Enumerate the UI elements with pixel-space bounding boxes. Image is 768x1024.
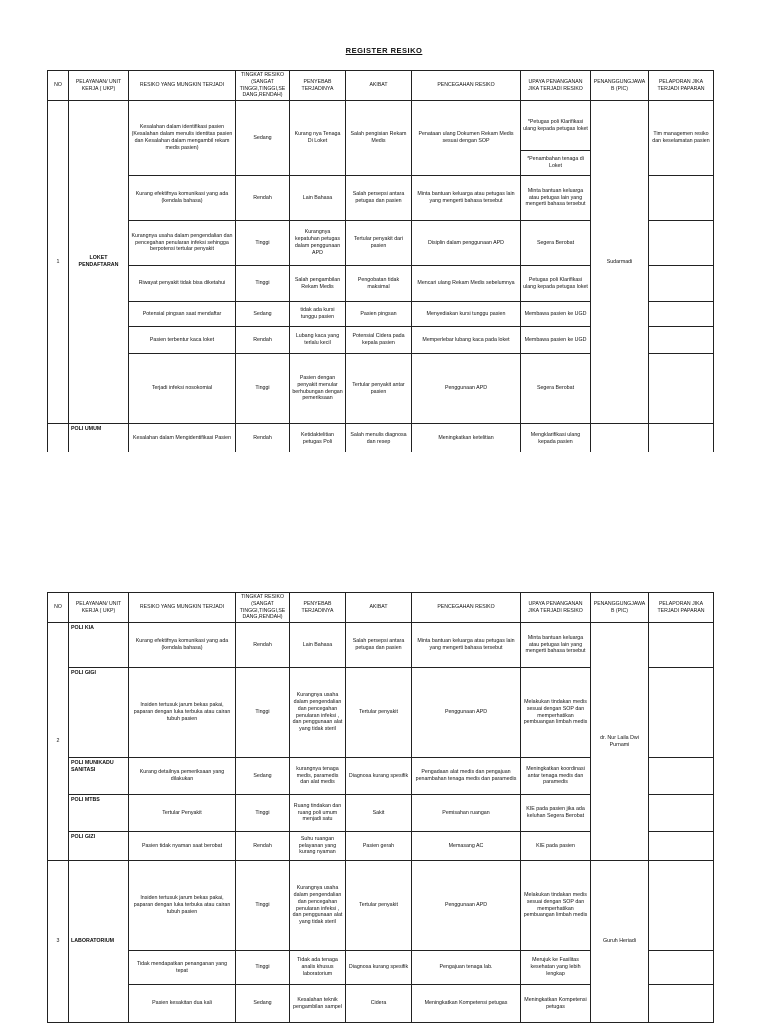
col-header-pic: PENANGGUNGJAWAB (PIC) bbox=[591, 71, 649, 101]
col-header-handling: UPAYA PENANGANAN JIKA TERJADI RESIKO bbox=[521, 71, 591, 101]
col-header-report: PELAPORAN JIKA TERJADI PAPARAN bbox=[649, 593, 714, 623]
report-cell bbox=[649, 951, 714, 985]
risk-cell: Tidak mendapatkan penanganan yang tepat bbox=[129, 951, 236, 985]
report-cell bbox=[649, 861, 714, 951]
handling-cell: KIE pada pasien bbox=[521, 832, 591, 861]
handling-cell: Minta bantuan keluarga atau petugas lain yang mengerti bahasa tersebut bbox=[521, 623, 591, 668]
col-header-report: PELAPORAN JIKA TERJADI PAPARAN bbox=[649, 71, 714, 101]
col-header-cause: PENYEBAB TERJADINYA bbox=[290, 71, 346, 101]
handling-cell: Merujuk ke Fasilitas kesehatan yang lebih lengkap bbox=[521, 951, 591, 985]
pic-cell bbox=[591, 424, 649, 454]
report-cell bbox=[649, 354, 714, 424]
cause-cell: Lubang kaca yang terlalu kecil bbox=[290, 327, 346, 354]
risk-cell: Insiden tertusuk jarum bekas pakai, paparan dengan luka terbuka atau cairan tubuh pasien bbox=[129, 668, 236, 758]
table-header-row bbox=[48, 71, 714, 101]
cause-cell: Pasien dengan penyakit menular berhubungan dengan pemeriksaan bbox=[290, 354, 346, 424]
handling-cell: Petugas poli Klarifikasi ulang kepada petugas loket bbox=[521, 266, 591, 302]
level-cell: Rendah bbox=[236, 176, 290, 221]
row-number: 1 bbox=[48, 101, 69, 424]
cause-cell: tidak ada kursi tunggu pasien bbox=[290, 302, 346, 327]
effect-cell: Tertular penyakit bbox=[346, 668, 412, 758]
prevention-cell: Menyediakan kursi tunggu pasien bbox=[412, 302, 521, 327]
col-header-risk: RESIKO YANG MUNGKIN TERJADI bbox=[129, 593, 236, 623]
row-number bbox=[48, 424, 69, 454]
risk-cell: Insiden tertusuk jarum bekas pakai, paparan dengan luka terbuka atau cairan tubuh pasien bbox=[129, 861, 236, 951]
effect-cell: Tertular penyakit antar pasien bbox=[346, 354, 412, 424]
level-cell: Rendah bbox=[236, 327, 290, 354]
report-cell bbox=[649, 623, 714, 668]
handling-cell: Melakukan tindakan medis sesuai dengan SOP dan memperhatikan pembuangan limbah medis bbox=[521, 668, 591, 758]
unit-name: LOKET PENDAFTARAN bbox=[69, 101, 129, 424]
report-cell bbox=[649, 832, 714, 861]
level-cell: Tinggi bbox=[236, 266, 290, 302]
cause-cell: Kurang nya Tenaga Di Loket bbox=[290, 101, 346, 176]
unit-name: POLI MTBS bbox=[69, 795, 129, 832]
pic-cell: Sudarmadi bbox=[591, 101, 649, 424]
prevention-cell: Penggunaan APD bbox=[412, 354, 521, 424]
level-cell: Tinggi bbox=[236, 861, 290, 951]
prevention-cell: Pengajuan tenaga lab. bbox=[412, 951, 521, 985]
cause-cell: Kurangnya usaha dalam pengendalian dan pencegahan penularan infeksi , dan penggunaan alat yang tidak steril bbox=[290, 861, 346, 951]
risk-cell: Riwayat penyakit tidak bisa diketahui bbox=[129, 266, 236, 302]
level-cell: Tinggi bbox=[236, 668, 290, 758]
report-cell bbox=[649, 302, 714, 327]
handling-cell: Mengklarifikasi ulang kepada pasien bbox=[521, 424, 591, 454]
handling-cell: Minta bantuan keluarga atau petugas lain yang mengerti bahasa tersebut bbox=[521, 176, 591, 221]
col-header-level: TINGKAT RESIKO (SANGAT TINGGI,TINGGI,SEDANG,RENDAH) bbox=[236, 593, 290, 623]
cause-cell: Tidak ada tenaga analis khusus laboratorium bbox=[290, 951, 346, 985]
col-header-unit: PELAYANAN/ UNIT KERJA ( UKP) bbox=[69, 71, 129, 101]
effect-cell: Pasien gerah bbox=[346, 832, 412, 861]
col-header-effect: AKIBAT bbox=[346, 593, 412, 623]
prevention-cell: Memperlebar lubang kaca pada loket bbox=[412, 327, 521, 354]
cause-cell: kurangnya tenaga medis, paramedis dan alat medis bbox=[290, 758, 346, 795]
handling-cell: Meningkatkan koordinasi antar tenaga medis dan paramedis bbox=[521, 758, 591, 795]
col-header-unit: PELAYANAN/ UNIT KERJA ( UKP) bbox=[69, 593, 129, 623]
effect-cell: Salah menulis diagnosa dan resep bbox=[346, 424, 412, 454]
report-cell bbox=[649, 327, 714, 354]
prevention-cell: Penataan ulang Dokumen Rekam Medis sesuai dengan SOP bbox=[412, 101, 521, 176]
effect-cell: Tertular penyakit bbox=[346, 861, 412, 951]
risk-cell: Kurang detailnya pemeriksaan yang dilakukan bbox=[129, 758, 236, 795]
level-cell: Rendah bbox=[236, 832, 290, 861]
risk-cell: Tertular Penyakit bbox=[129, 795, 236, 832]
level-cell: Sedang bbox=[236, 758, 290, 795]
handling-cell: *Penambahan tenaga di Loket bbox=[521, 151, 591, 176]
table-row bbox=[48, 861, 714, 951]
effect-cell: Sakit bbox=[346, 795, 412, 832]
table-header-row bbox=[48, 593, 714, 623]
cause-cell: Ketidaktelitian petugas Poli bbox=[290, 424, 346, 454]
risk-cell: Potensial pingsan saat mendaftar bbox=[129, 302, 236, 327]
handling-cell: Meningkatkan Kompetensi petugas bbox=[521, 985, 591, 1023]
report-cell bbox=[649, 985, 714, 1023]
risk-cell: Kesalahan dalam identifikasi pasien (Kesalahan dalam menulis identitas pasien dan Kesalahan dalam mengambil rekam medis pasien) bbox=[129, 101, 236, 176]
prevention-cell: Pengadaan alat medis dan pengajuan penambahan tenaga medis dan paramedis bbox=[412, 758, 521, 795]
report-cell: Tim managemen resiko dan keselamatan pasien bbox=[649, 101, 714, 176]
report-cell bbox=[649, 266, 714, 302]
level-cell: Sedang bbox=[236, 101, 290, 176]
page-gap bbox=[0, 452, 768, 592]
risk-cell: Kurang efektifnya komunikasi yang ada (kendala bahasa) bbox=[129, 623, 236, 668]
risk-cell: Kurang efektifnya komunikasi yang ada (kendala bahasa) bbox=[129, 176, 236, 221]
cause-cell: Ruang tindakan dan ruang poli umum menjadi satu bbox=[290, 795, 346, 832]
prevention-cell: Meningkatkan Kompetensi petugas bbox=[412, 985, 521, 1023]
prevention-cell: Meningkatkan ketelitian bbox=[412, 424, 521, 454]
handling-cell: Segera Berobat bbox=[521, 354, 591, 424]
col-header-level: TINGKAT RESIKO (SANGAT TINGGI,TINGGI,SEDANG,RENDAH) bbox=[236, 71, 290, 101]
col-header-no: NO bbox=[48, 593, 69, 623]
cause-cell: Lain Bahasa bbox=[290, 176, 346, 221]
col-header-prevention: PENCEGAHAN RESIKO bbox=[412, 71, 521, 101]
risk-cell: Terjadi infeksi nosokomial bbox=[129, 354, 236, 424]
effect-cell: Salah pengisian Rekam Medis bbox=[346, 101, 412, 176]
col-header-risk: RESIKO YANG MUNGKIN TERJADI bbox=[129, 71, 236, 101]
report-cell bbox=[649, 795, 714, 832]
page-title: REGISTER RESIKO bbox=[345, 46, 423, 55]
handling-cell: *Petugas poli Klarifikasi ulang kepada petugas loket bbox=[521, 101, 591, 151]
level-cell: Sedang bbox=[236, 985, 290, 1023]
report-cell bbox=[649, 758, 714, 795]
level-cell: Tinggi bbox=[236, 795, 290, 832]
effect-cell: Salah persepsi antara petugas dan pasien bbox=[346, 176, 412, 221]
cause-cell: Lain Bahasa bbox=[290, 623, 346, 668]
effect-cell: Potensial Cidera pada kepala pasien bbox=[346, 327, 412, 354]
handling-cell: Membawa pasien ke UGD bbox=[521, 302, 591, 327]
unit-name: POLI GIZI bbox=[69, 832, 129, 861]
prevention-cell: Memasang AC bbox=[412, 832, 521, 861]
effect-cell: Diagnosa kurang spesifik bbox=[346, 951, 412, 985]
level-cell: Rendah bbox=[236, 623, 290, 668]
unit-name: POLI MUNIKADU SANITASI bbox=[69, 758, 129, 795]
col-header-cause: PENYEBAB TERJADINYA bbox=[290, 593, 346, 623]
risk-cell: Pasien tidak nyaman saat berobat bbox=[129, 832, 236, 861]
unit-name: POLI UMUM bbox=[69, 424, 129, 454]
report-cell bbox=[649, 424, 714, 454]
prevention-cell: Penggunaan APD bbox=[412, 861, 521, 951]
effect-cell: Tertular penyakit dari pasien bbox=[346, 221, 412, 266]
effect-cell: Diagnosa kurang spesifik bbox=[346, 758, 412, 795]
unit-name: POLI GIGI bbox=[69, 668, 129, 758]
risk-cell: Kesalahan dalam Mengidentifikasi Pasien bbox=[129, 424, 236, 454]
prevention-cell: Minta bantuan keluarga atau petugas lain yang mengerti bahasa tersebut bbox=[412, 176, 521, 221]
col-header-effect: AKIBAT bbox=[346, 71, 412, 101]
report-cell bbox=[649, 668, 714, 758]
effect-cell: Pasien pingsan bbox=[346, 302, 412, 327]
level-cell: Tinggi bbox=[236, 951, 290, 985]
cause-cell: Kurangnya kepatuhan petugas dalam penggunaan APD bbox=[290, 221, 346, 266]
level-cell: Tinggi bbox=[236, 221, 290, 266]
cause-cell: Kesalahan teknik pengambilan sampel bbox=[290, 985, 346, 1023]
level-cell: Sedang bbox=[236, 302, 290, 327]
risk-cell: Pasien terbentur kaca loket bbox=[129, 327, 236, 354]
table-row bbox=[48, 101, 714, 151]
table-row bbox=[48, 623, 714, 668]
risk-register-table-2 bbox=[47, 592, 714, 1023]
risk-cell: Pasien kesakitan dua kali bbox=[129, 985, 236, 1023]
col-header-handling: UPAYA PENANGANAN JIKA TERJADI RESIKO bbox=[521, 593, 591, 623]
effect-cell: Salah persepsi antara petugas dan pasien bbox=[346, 623, 412, 668]
handling-cell: Segera Berobat bbox=[521, 221, 591, 266]
level-cell: Tinggi bbox=[236, 354, 290, 424]
cause-cell: Suhu ruangan pelayanan yang kurang nyaman bbox=[290, 832, 346, 861]
cause-cell: Kurangnya usaha dalam pengendalian dan pencegahan penularan infeksi , dan penggunaan alat yang tidak steril bbox=[290, 668, 346, 758]
row-number: 2 bbox=[48, 623, 69, 861]
cause-cell: Salah pengambilan Rekam Medis bbox=[290, 266, 346, 302]
col-header-prevention: PENCEGAHAN RESIKO bbox=[412, 593, 521, 623]
prevention-cell: Mencari ulang Rekam Medis sebelumnya bbox=[412, 266, 521, 302]
col-header-pic: PENANGGUNGJAWAB (PIC) bbox=[591, 593, 649, 623]
pic-cell: dr. Nur Laila Dwi Purnami bbox=[591, 623, 649, 861]
risk-register-table-1 bbox=[47, 70, 714, 454]
prevention-cell: Pemisahan ruangan bbox=[412, 795, 521, 832]
prevention-cell: Penggunaan APD bbox=[412, 668, 521, 758]
level-cell: Rendah bbox=[236, 424, 290, 454]
risk-cell: Kurangnya usaha dalam pengendalian dan pencegahan penularan infeksi sehingga berpotensi tertular penyakit bbox=[129, 221, 236, 266]
report-cell bbox=[649, 176, 714, 221]
prevention-cell: Disiplin dalam penggunaan APD bbox=[412, 221, 521, 266]
report-cell bbox=[649, 221, 714, 266]
table-row bbox=[48, 424, 714, 454]
handling-cell: Membawa pasien ke UGD bbox=[521, 327, 591, 354]
unit-name: LABORATORIUM bbox=[69, 861, 129, 1023]
row-number: 3 bbox=[48, 861, 69, 1023]
handling-cell: KIE pada pasien jika ada keluhan Segera Berobat bbox=[521, 795, 591, 832]
prevention-cell: Minta bantuan keluarga atau petugas lain yang mengerti bahasa tersebut bbox=[412, 623, 521, 668]
pic-cell: Guruh Heriadi bbox=[591, 861, 649, 1023]
handling-cell: Melakukan tindakan medis sesuai dengan SOP dan memperhatikan pembuangan limbah medis bbox=[521, 861, 591, 951]
effect-cell: Pengobatan tidak maksimal bbox=[346, 266, 412, 302]
effect-cell: Cidera bbox=[346, 985, 412, 1023]
col-header-no: NO bbox=[48, 71, 69, 101]
unit-name: POLI KIA bbox=[69, 623, 129, 668]
